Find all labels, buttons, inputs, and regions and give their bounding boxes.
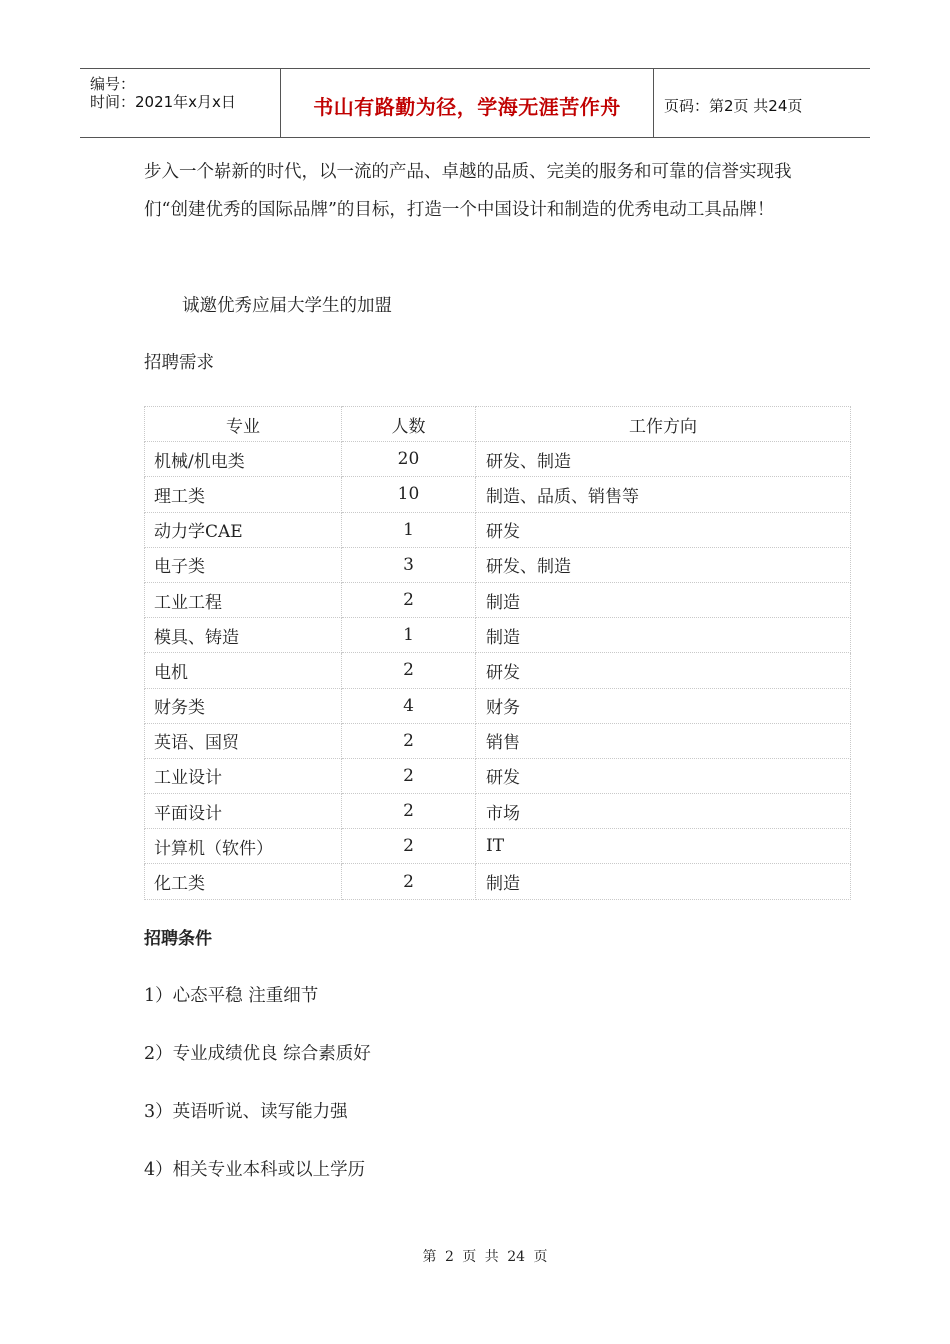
cell-count: 2 [342,794,476,829]
header-major: 专业 [145,407,342,442]
cell-major: 化工类 [145,864,342,899]
cell-direction: 制造 [476,618,851,653]
cell-major: 英语、国贸 [145,723,342,758]
cell-major: 理工类 [145,477,342,512]
table-row [145,477,851,512]
table-header-row [145,407,851,442]
cell-direction: 研发 [476,512,851,547]
header-meta-cell [80,69,281,137]
condition-item: 2）专业成绩优良 综合素质好 [144,1044,371,1064]
cell-major: 动力学CAE [145,512,342,547]
cell-count: 1 [342,512,476,547]
cell-major: 工业设计 [145,758,342,793]
cell-direction: 研发、制造 [476,547,851,582]
motto-text: 书山有路勤为径，学海无涯苦作舟 [313,94,621,119]
page-label: 页码：第2页 共24页 [664,96,803,115]
table-row [145,723,851,758]
cell-count: 2 [342,582,476,617]
table-row [145,758,851,793]
cell-direction: 研发 [476,758,851,793]
intro-paragraph: 步入一个崭新的时代，以一流的产品、卓越的品质、完美的服务和可靠的信誉实现我们“创建优秀的国际品牌”的目标，打造一个中国设计和制造的优秀电动工具品牌！ [144,162,792,220]
cell-direction: IT [476,829,851,864]
cell-major: 电机 [145,653,342,688]
cell-major: 电子类 [145,547,342,582]
conditions-title: 招聘条件 [144,929,212,949]
table-row [145,864,851,899]
cell-count: 10 [342,477,476,512]
cell-count: 2 [342,829,476,864]
cell-count: 20 [342,442,476,477]
invite-line: 诚邀优秀应届大学生的加盟 [182,296,392,316]
cell-direction: 销售 [476,723,851,758]
cell-direction: 制造 [476,582,851,617]
requirements-title: 招聘需求 [144,353,214,373]
table-row [145,512,851,547]
table-row [145,547,851,582]
table-row [145,442,851,477]
cell-direction: 财务 [476,688,851,723]
page-header [80,68,870,138]
header-direction: 工作方向 [476,407,851,442]
cell-major: 平面设计 [145,794,342,829]
recruitment-table [144,406,851,900]
header-page-cell [654,69,870,137]
cell-major: 计算机（软件） [145,829,342,864]
cell-major: 财务类 [145,688,342,723]
number-label: 编号： [90,75,136,93]
cell-direction: 研发 [476,653,851,688]
cell-direction: 研发、制造 [476,442,851,477]
cell-direction: 市场 [476,794,851,829]
table-row [145,829,851,864]
cell-count: 4 [342,688,476,723]
table-row [145,688,851,723]
cell-direction: 制造、品质、销售等 [476,477,851,512]
header-motto-cell [281,69,654,137]
condition-item: 4）相关专业本科或以上学历 [144,1160,366,1180]
table-row [145,794,851,829]
cell-major: 模具、铸造 [145,618,342,653]
cell-major: 机械/机电类 [145,442,342,477]
header-count: 人数 [342,407,476,442]
time-label: 时间：2021年x月x日 [90,93,236,111]
table-row [145,582,851,617]
condition-item: 3）英语听说、读写能力强 [144,1102,348,1122]
page-footer: 第 2 页 共 24 页 [422,1249,548,1265]
cell-count: 2 [342,723,476,758]
cell-count: 3 [342,547,476,582]
table-row [145,653,851,688]
table-row [145,618,851,653]
cell-count: 2 [342,758,476,793]
cell-major: 工业工程 [145,582,342,617]
cell-count: 2 [342,653,476,688]
condition-item: 1）心态平稳 注重细节 [144,986,319,1006]
cell-count: 2 [342,864,476,899]
cell-count: 1 [342,618,476,653]
cell-direction: 制造 [476,864,851,899]
